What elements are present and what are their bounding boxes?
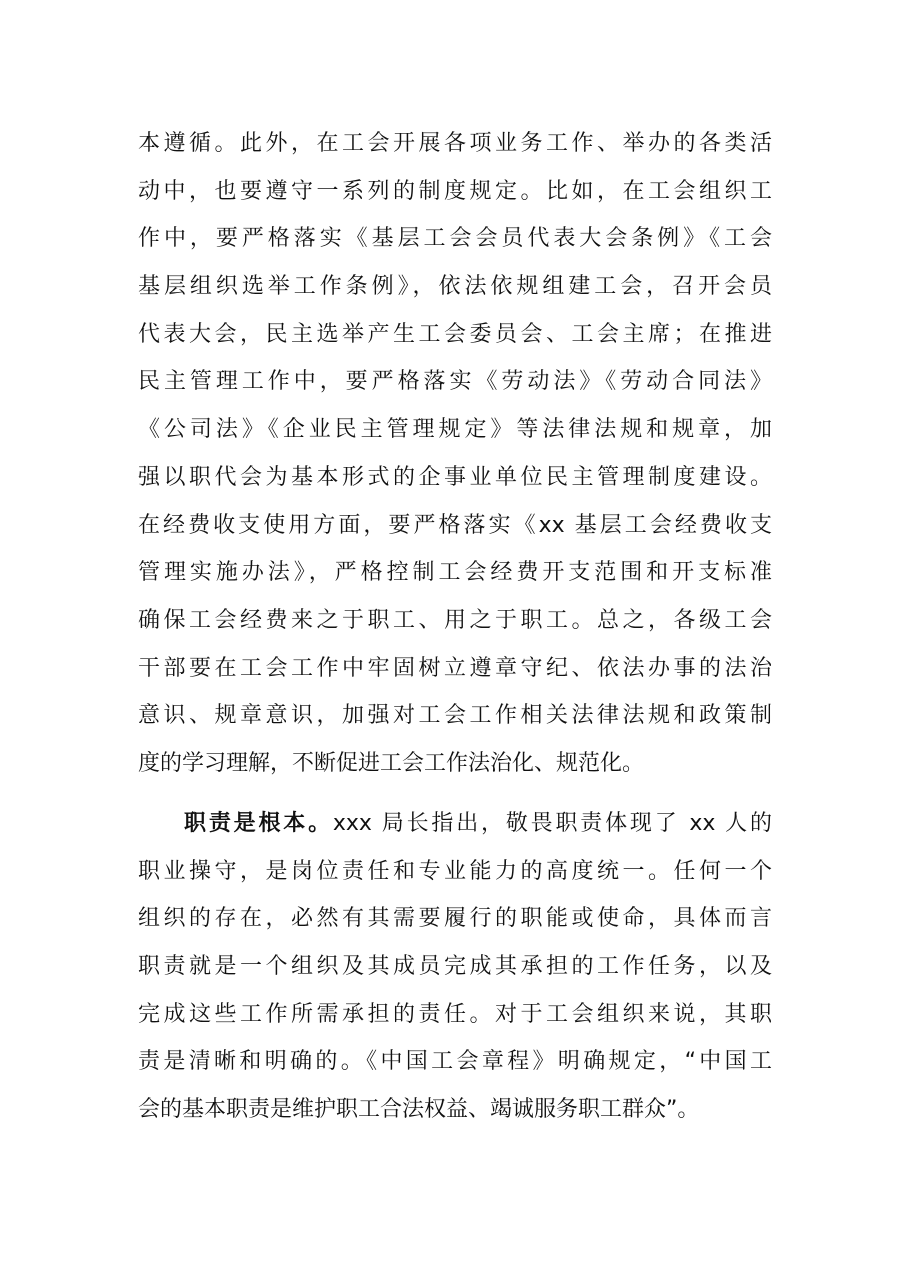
paragraph-1-line-10: 管理实施办法》，严格控制工会经费开支范围和开支标准 [138,560,772,586]
paragraph-1-line-4: 基层组织选举工作条例》，依法依规组建工会，召开会员 [138,274,772,300]
paragraph-1-line-2: 动中，也要遵守一系列的制度规定。比如，在工会组织工 [138,178,772,204]
paragraph-1-line-9: 在经费收支使用方面，要严格落实《xx 基层工会经费收支 [138,512,772,538]
paragraph-1-line-8: 强以职代会为基本形式的企事业单位民主管理制度建设。 [138,464,772,490]
paragraph-1-line-13: 意识、规章意识，加强对工会工作相关法律法规和政策制 [138,703,772,729]
paragraph-1-line-14: 度的学习理解，不断促进工会工作法治化、规范化。 [138,750,645,776]
paragraph-1-line-5: 代表大会，民主选举产生工会委员会、工会主席；在推进 [138,321,772,347]
paragraph-2-line-4: 职责就是一个组织及其成员完成其承担的工作任务，以及 [138,954,772,980]
paragraph-1-line-1: 本遵循。此外，在工会开展各项业务工作、举办的各类活 [138,131,772,156]
paragraph-1-line-12: 干部要在工会工作中牢固树立遵章守纪、依法办事的法治 [138,655,772,681]
paragraph-1 [138,120,772,788]
paragraph-2-line-1 [138,800,772,848]
paragraph-2-line-3: 组织的存在，必然有其需要履行的职能或使命，具体而言 [138,906,772,932]
paragraph-1-line-11: 确保工会经费来之于职工、用之于职工。总之，各级工会 [138,607,772,633]
paragraph-2-line-7: 会的基本职责是维护职工合法权益、竭诚服务职工群众”。 [138,1097,700,1123]
paragraph-1-line-3: 作中，要严格落实《基层工会会员代表大会条例》《工会 [138,226,772,252]
paragraph-2-lead-heading: 职责是根本。 [184,811,333,836]
paragraph-1-line-6: 民主管理工作中，要严格落实《劳动法》《劳动合同法》 [138,369,772,395]
paragraph-2 [138,800,772,1134]
paragraph-2-line-6: 责是清晰和明确的。《中国工会章程》明确规定，“中国工 [138,1049,772,1075]
paragraph-2-line-1-text: xxx 局长指出，敬畏职责体现了 xx 人的 [332,811,772,836]
paragraph-1-line-7: 《公司法》《企业民主管理规定》等法律法规和规章，加 [138,417,772,443]
paragraph-2-line-5: 完成这些工作所需承担的责任。对于工会组织来说，其职 [138,1001,772,1027]
paragraph-2-line-2: 职业操守，是岗位责任和专业能力的高度统一。任何一个 [138,858,772,884]
